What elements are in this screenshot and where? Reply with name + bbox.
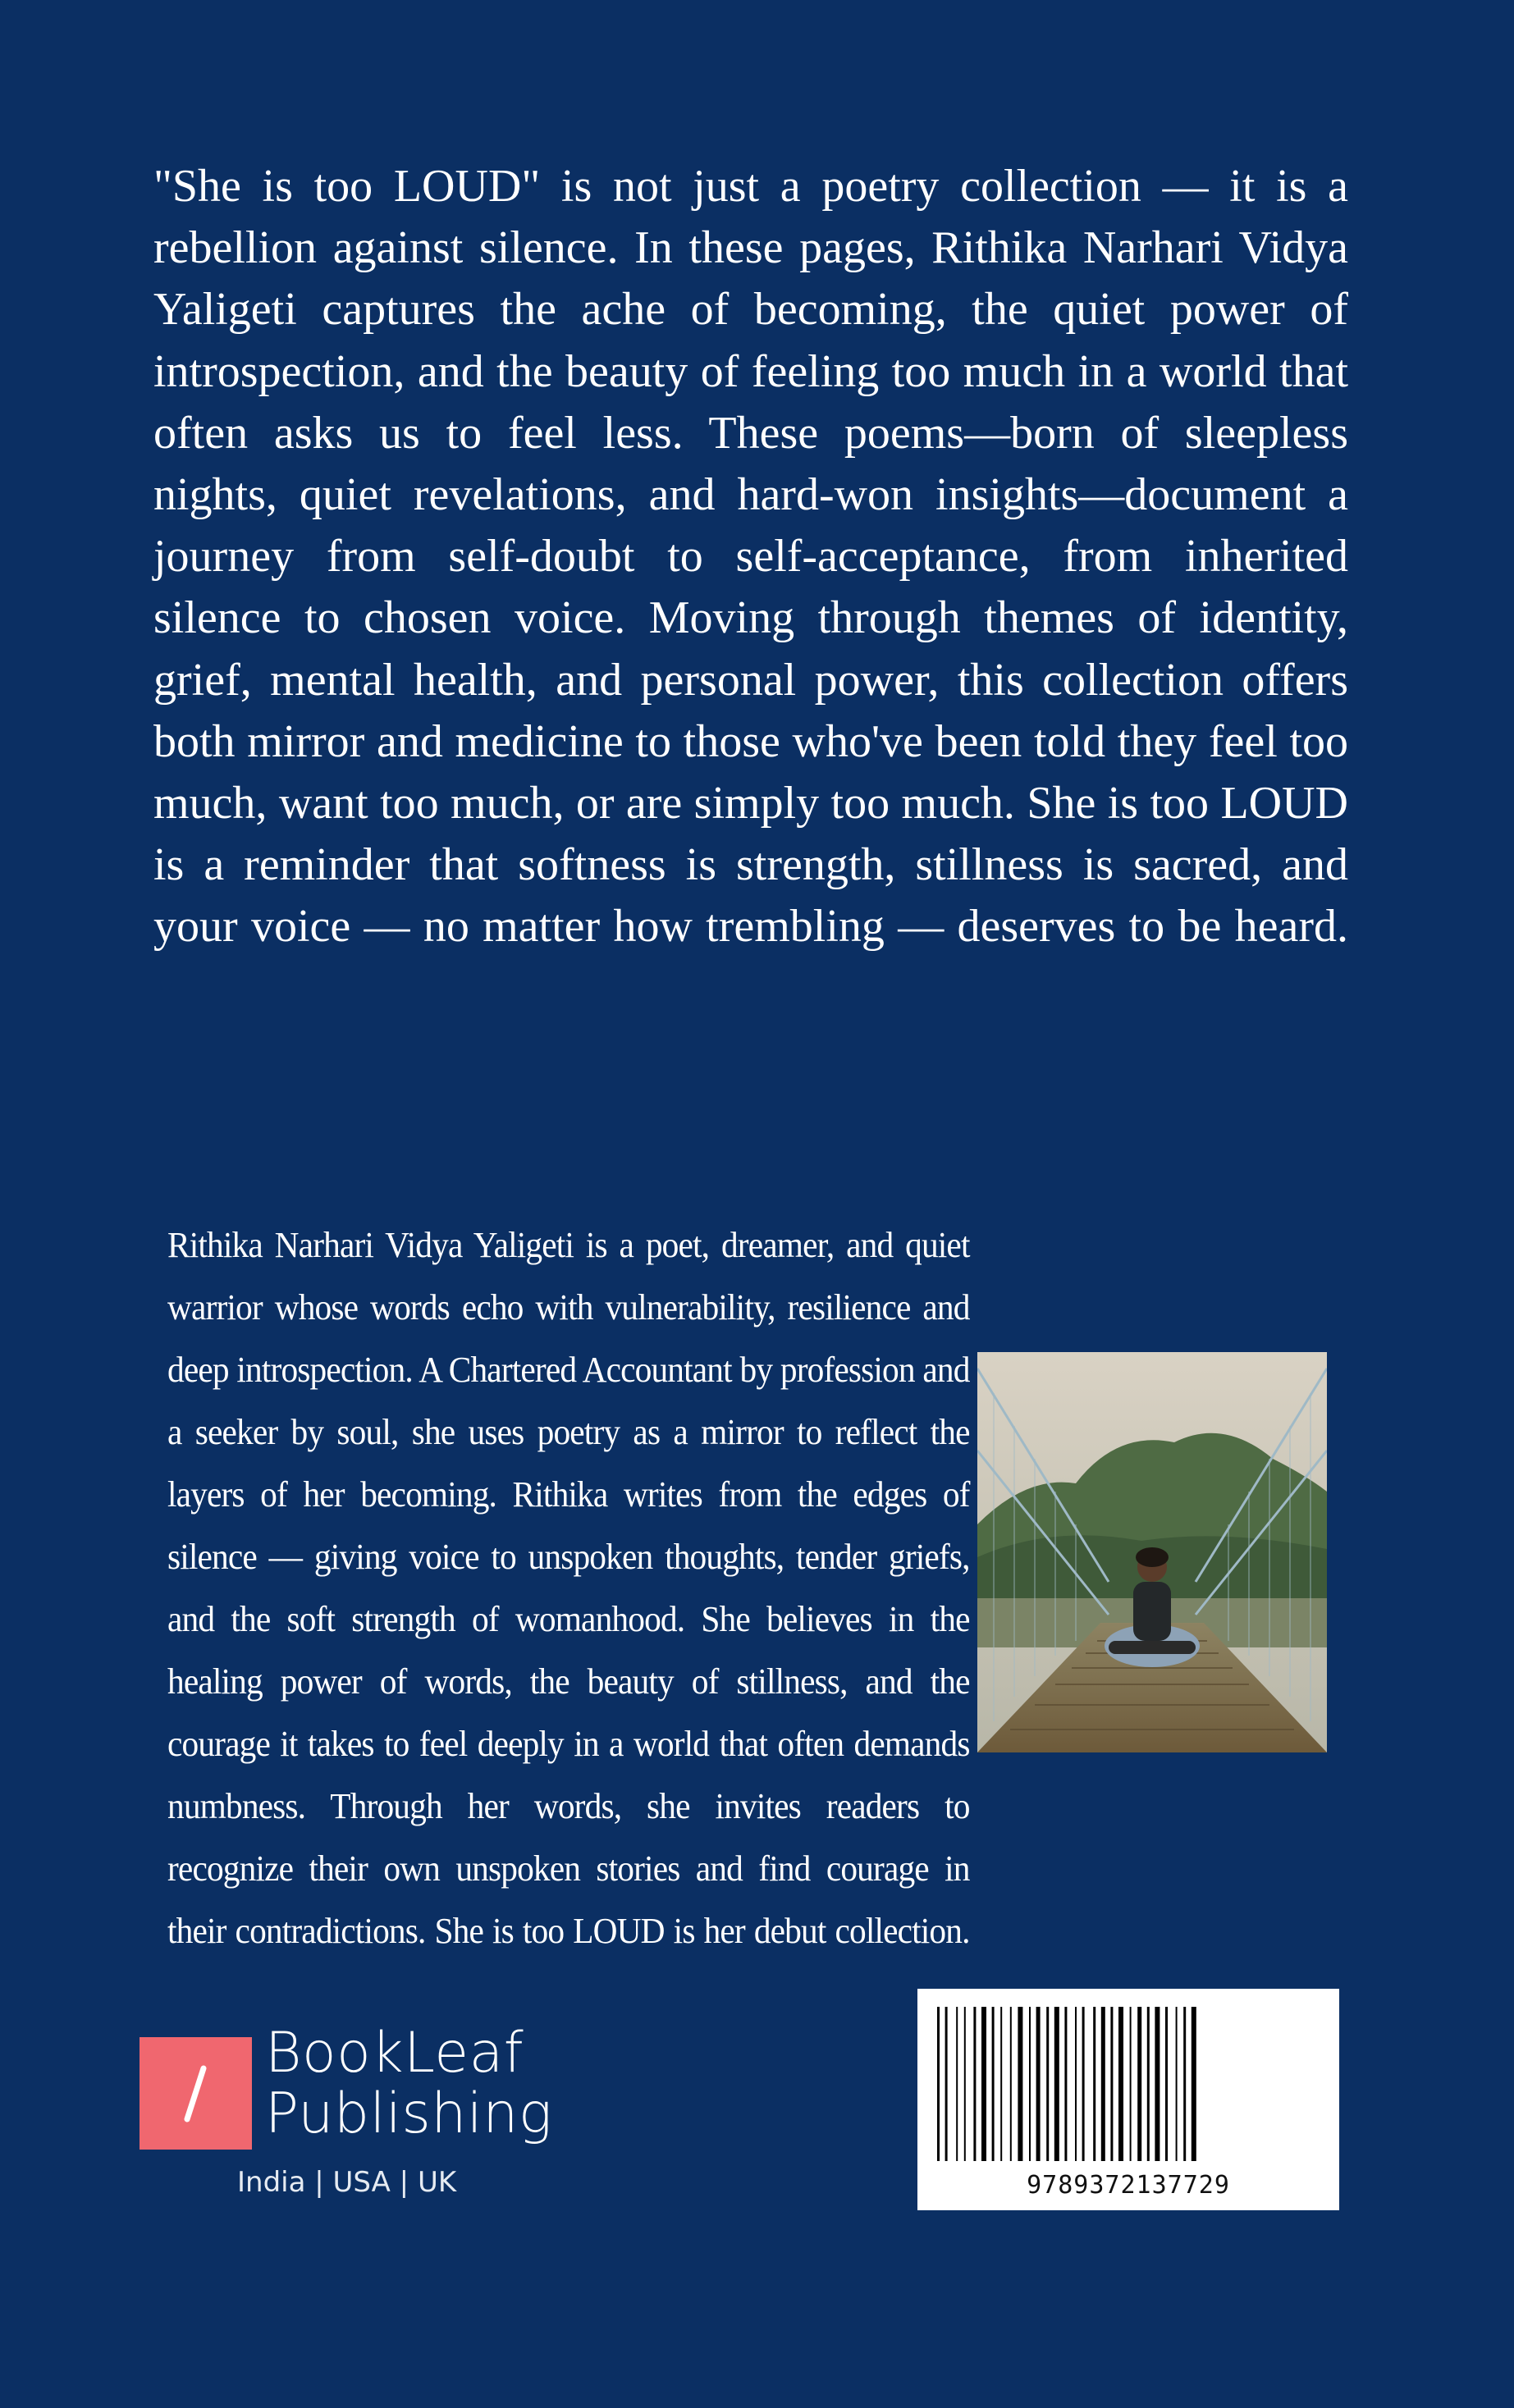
barcode-bar [1046, 2007, 1049, 2161]
barcode-bar [1137, 2007, 1141, 2161]
barcode-bar [1093, 2007, 1095, 2161]
barcode-bar [937, 2007, 940, 2161]
barcode-bar [956, 2007, 958, 2161]
barcode-bar [981, 2007, 986, 2161]
publisher-wordmark [265, 2023, 552, 2145]
barcode-bar [1075, 2007, 1077, 2161]
barcode-bar [1101, 2007, 1105, 2161]
barcode-bar [1036, 2007, 1041, 2161]
barcode-bar [1147, 2007, 1150, 2161]
barcode-bar [1010, 2007, 1012, 2161]
barcode-bar [945, 2007, 948, 2161]
publisher-name-line2: Publishing [265, 2081, 553, 2146]
back-cover-blurb: "She is too LOUD" is not just a poetry collection — it is a rebellion against silence. In these pages, Rithika Narhari Vidya Yaligeti captures the ache of becoming, the quiet power of introspection, and the beauty of feeling too much in a world that often asks us to feel less. These poems—born of sleepless nights, quiet revelations, and hard-won insights—document a journey from self-doubt to self-acceptance, from inherited silence to chosen voice. Moving through themes of identity, grief, mental health, and personal power, this collection offers both mirror and medicine to those who've been told they feel too much, want too much, or are simply too much. She is too LOUD is a reminder that softness is strength, stillness is sacred, and your voice — no matter how trembling — deserves to be heard. [153, 161, 1348, 953]
barcode-bar [1082, 2007, 1085, 2161]
publisher-name-line1: BookLeaf [265, 2021, 524, 2086]
barcode-bar [1118, 2007, 1123, 2161]
barcode-bar [1176, 2007, 1178, 2161]
barcode-bar [1192, 2007, 1196, 2161]
barcode-bar [973, 2007, 976, 2161]
isbn-number: 9789372137729 [1027, 2171, 1230, 2200]
barcode-icon [917, 1989, 1339, 2169]
slash-logo-icon [140, 2037, 252, 2150]
barcode-bar [964, 2007, 966, 2161]
barcode-bar [1110, 2007, 1113, 2161]
barcode-bar [1054, 2007, 1059, 2161]
publisher-regions: India | USA | UK [237, 2166, 457, 2199]
author-bio: Rithika Narhari Vidya Yaligeti is a poet, dreamer, and quiet warrior whose words echo with vulnerability, resilience and deep introspection. A Chartered Accountant by profession and a seeker by soul, she uses poetry as a mirror to reflect the layers of her becoming. Rithika writes from the edges of silence — giving voice to unspoken thoughts, tender griefs, and the soft strength of womanhood. She believes in the healing power of words, the beauty of stillness, and the courage it takes to feel deeply in a world that often demands numbness. Through her words, she invites readers to recognize their own unspoken stories and find courage in their contradictions. She is too LOUD is her debut collection. [167, 1225, 970, 1951]
barcode-bar [1064, 2007, 1067, 2161]
author-bio-block [167, 1214, 970, 1962]
barcode-bar [1130, 2007, 1132, 2161]
barcode-bar [992, 2007, 995, 2161]
isbn-barcode [917, 1989, 1339, 2210]
author-photo-illustration [977, 1352, 1327, 1752]
barcode-bar [1155, 2007, 1160, 2161]
barcode-bar [1165, 2007, 1168, 2161]
barcode-bar [1029, 2007, 1031, 2161]
barcode-bar [1183, 2007, 1186, 2161]
author-photo [977, 1352, 1327, 1752]
barcode-bar [1000, 2007, 1002, 2161]
barcode-bar [1018, 2007, 1022, 2161]
